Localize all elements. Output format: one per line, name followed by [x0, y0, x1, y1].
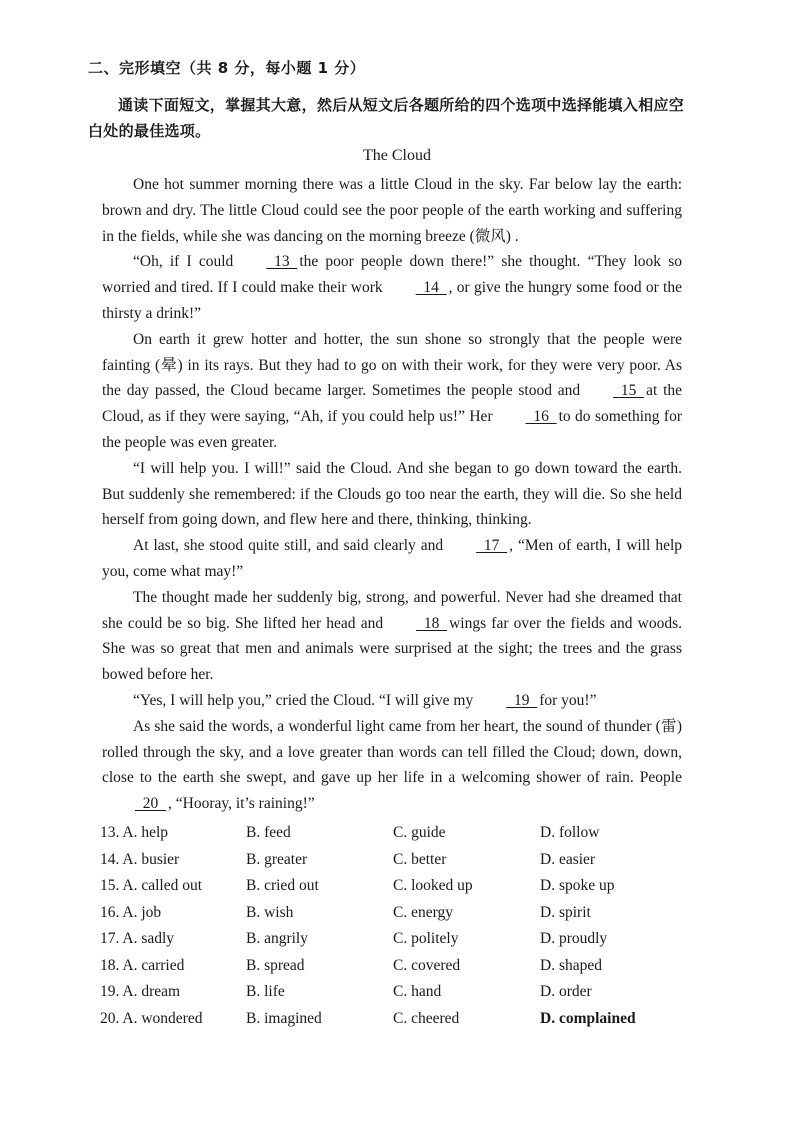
option-a: 19. A. dream	[100, 983, 181, 1001]
passage-text: , or give the hungry some food or the thirsty a drink!”	[102, 279, 682, 322]
option-a: 20. A. wondered	[100, 1009, 203, 1027]
blank-14: 14	[415, 279, 447, 297]
option-c: C. politely	[393, 930, 459, 948]
option-d: D. easier	[540, 850, 596, 868]
passage-paragraph	[102, 327, 682, 456]
blank-18: 18	[416, 614, 448, 632]
blank-17: 17	[476, 537, 508, 555]
passage-text: As she said the words, a wonderful light came from her heart, the sound of thunder (雷) rolled through the sky, and a love greater than words can tell filled the Cloud; down, down, close to the earth she swept, and gave up her life in a welcoming shower of rain. People	[102, 717, 682, 787]
story-title: The Cloud	[363, 147, 431, 164]
option-row	[100, 1006, 690, 1033]
option-a: 15. A. called out	[100, 877, 203, 895]
option-c: C. covered	[393, 956, 461, 974]
option-row	[100, 873, 690, 900]
passage-text: wings far over the fields and woods. She was so great that men and animals were surprised at the sight; the trees and the grass bowed before her.	[102, 614, 682, 684]
passage-text: at the Cloud, as if they were saying, “Ah, if you could help us!” Her	[102, 382, 682, 426]
passage-text: for you!”	[539, 691, 597, 709]
passage-text: “I will help you. I will!” said the Cloud. And she began to go down toward the earth. But suddenly she remembered: if the Clouds go too near the earth, they will die. So she held herself from going down, and flew here and there, thinking, thinking.	[102, 459, 682, 529]
option-row	[100, 953, 690, 980]
option-row	[100, 926, 690, 953]
passage-paragraph	[102, 533, 682, 585]
option-row	[100, 847, 690, 874]
passage-paragraph	[102, 172, 682, 249]
option-c: C. energy	[393, 903, 453, 921]
option-a: 18. A. carried	[100, 956, 185, 974]
passage-text: “Yes, I will help you,” cried the Cloud. “I will give my	[133, 691, 474, 709]
passage-text: On earth it grew hotter and hotter, the sun shone so strongly that the people were fainting (晕) in its rays. But they had to go on with their work, for they were very poor. As the day passed, the Cloud became larger. Sometimes the people stood and	[102, 330, 682, 400]
passage	[102, 172, 682, 817]
option-a: 17. A. sadly	[100, 930, 175, 948]
passage-paragraph	[102, 585, 682, 688]
option-row	[100, 820, 690, 847]
answer-options	[100, 820, 690, 1032]
passage-paragraph	[102, 714, 682, 817]
blank-16: 16	[525, 408, 557, 426]
blank-19: 19	[506, 691, 538, 709]
passage-text: the poor people down there!” she thought. “They look so worried and tired. If I could make their work	[102, 253, 683, 297]
option-a: 14. A. busier	[100, 850, 180, 868]
option-d: D. proudly	[540, 930, 608, 948]
option-c: C. guide	[393, 824, 446, 842]
option-c: C. cheered	[393, 1009, 460, 1027]
option-a: 16. A. job	[100, 903, 162, 921]
blank-20: 20	[135, 795, 166, 813]
option-row	[100, 900, 690, 927]
passage-text: The thought made her suddenly big, strong, and powerful. Never had she dreamed that she could be so big. She lifted her head and	[102, 588, 682, 632]
option-b: B. spread	[246, 956, 305, 974]
option-b: B. feed	[246, 824, 291, 842]
option-c: C. better	[393, 850, 447, 868]
instructions: 通读下面短文，掌握其大意，然后从短文后各题所给的四个选项中选择能填入相应空白处的最佳选项。	[88, 96, 685, 140]
option-b: B. cried out	[246, 877, 319, 895]
option-b: B. angrily	[246, 930, 308, 948]
option-c: C. hand	[393, 983, 442, 1001]
section-title: 二、完形填空（共 8 分，每小题 1 分）	[88, 59, 366, 77]
passage-paragraph	[102, 249, 682, 326]
blank-13: 13	[266, 253, 298, 271]
option-b: B. wish	[246, 903, 294, 921]
passage-text: At last, she stood quite still, and said clearly and	[133, 537, 444, 555]
option-d: D. spoke up	[540, 877, 615, 895]
option-a: 13. A. help	[100, 824, 169, 842]
passage-text: , “Hooray, it’s raining!”	[168, 795, 315, 813]
passage-paragraph	[102, 688, 682, 714]
option-b: B. life	[246, 983, 285, 1001]
option-d: D. follow	[540, 824, 600, 842]
option-row	[100, 979, 690, 1006]
passage-paragraph	[102, 456, 682, 533]
passage-text: to do something for the people was even greater.	[102, 408, 682, 451]
option-d: D. order	[540, 983, 592, 1001]
option-d: D. shaped	[540, 956, 602, 974]
option-d: D. spirit	[540, 903, 591, 921]
option-b: B. greater	[246, 850, 308, 868]
option-c: C. looked up	[393, 877, 473, 895]
blank-15: 15	[613, 382, 645, 400]
passage-text: , “Men of earth, I will help you, come what may!”	[102, 537, 683, 580]
passage-text: One hot summer morning there was a little Cloud in the sky. Far below lay the earth: brown and dry. The little Cloud could see the poor people of the earth working and suffering in the fields, while she was dancing on the morning breeze (微风) .	[102, 176, 682, 245]
passage-text: “Oh, if I could	[133, 253, 234, 271]
option-b: B. imagined	[246, 1009, 322, 1027]
option-d: D. complained	[540, 1009, 636, 1027]
